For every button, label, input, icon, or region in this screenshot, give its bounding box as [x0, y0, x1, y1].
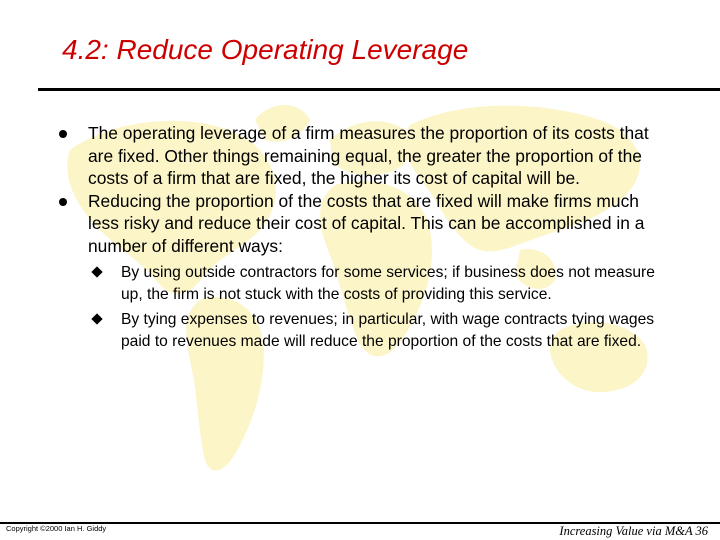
- sub-bullet-text: By tying expenses to revenues; in particular, with wage contracts tying wages paid to revenues made will reduce the proportion of the costs that are fixed.: [121, 311, 655, 350]
- sub-bullet-text: By using outside contractors for some services; if business does not measure up, the firm is not stuck with the costs of providing this service.: [121, 264, 655, 303]
- sub-bullet-item: [90, 309, 668, 352]
- bullet-item: [58, 122, 668, 190]
- bullet-dot-icon: [59, 198, 67, 206]
- sub-bullet-item: [90, 262, 668, 305]
- bullet-item: [58, 190, 668, 258]
- slide-title: 4.2: Reduce Operating Leverage: [62, 34, 469, 65]
- copyright-notice: Copyright ©2000 Ian H. Giddy: [6, 524, 107, 533]
- diamond-bullet-icon: [91, 313, 102, 324]
- slide-content: [58, 122, 668, 352]
- bullet-text: Reducing the proportion of the costs that are fixed will make firms much less risky and reduce their cost of capital. This can be accomplished in a number of different ways:: [88, 190, 645, 256]
- title-divider: [38, 88, 720, 91]
- diamond-bullet-icon: [91, 266, 102, 277]
- bullet-text: The operating leverage of a firm measures the proportion of its costs that are fixed. Other things remaining equal, the greater the proportion of the costs of a firm that are fixed, the higher its cost of capital will be.: [88, 123, 649, 188]
- bullet-dot-icon: [59, 130, 67, 138]
- page-reference: Increasing Value via M&A 36: [559, 524, 708, 538]
